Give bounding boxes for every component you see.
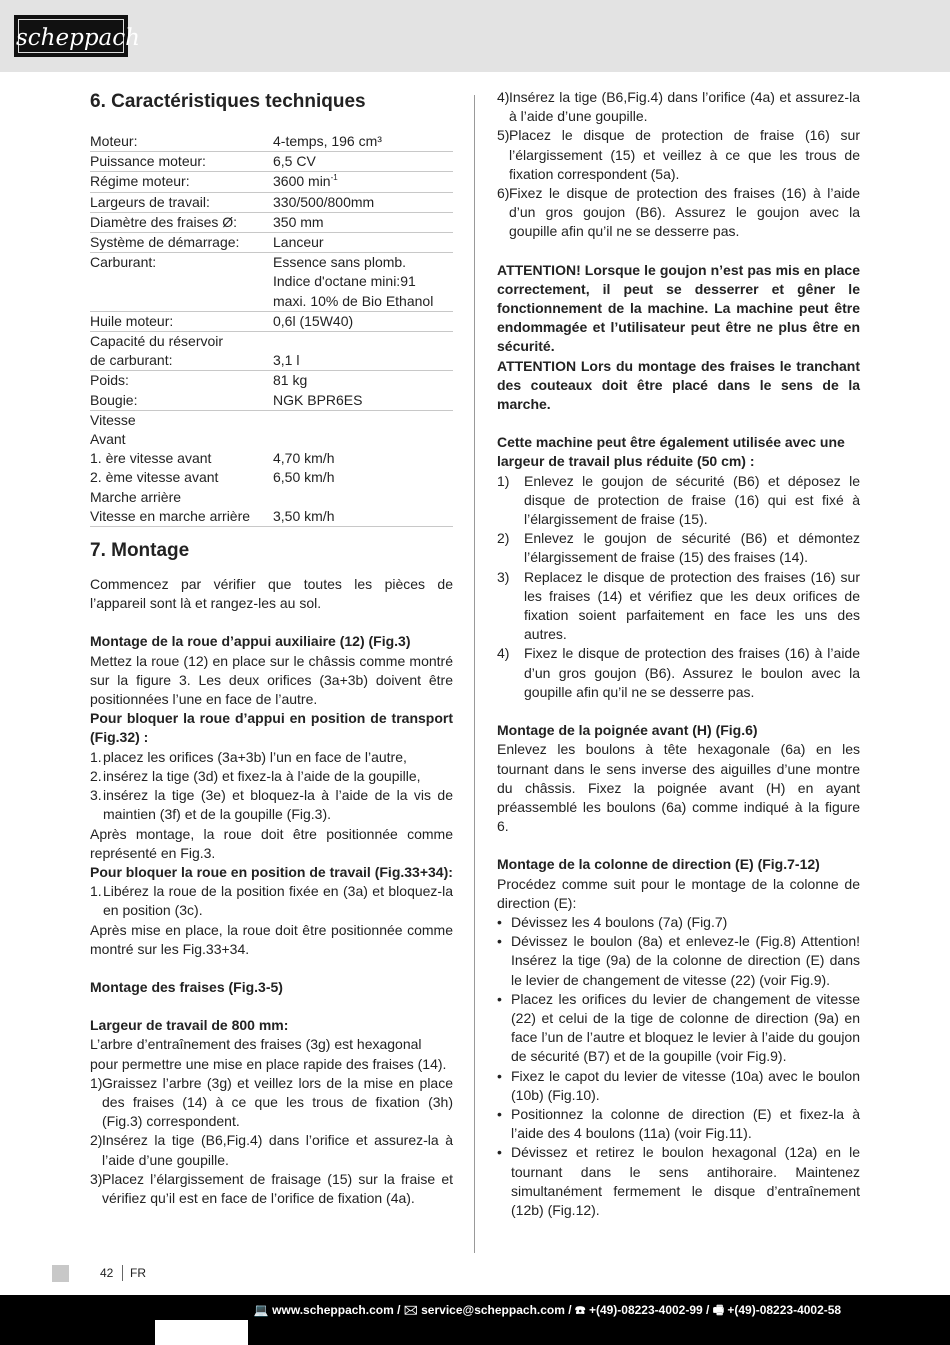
after-montage-text: Après montage, la roue doit être positionnée comme représenté en Fig.3. xyxy=(90,825,453,861)
list-text: Fixez le disque de protection des fraises (16) à l’aide d’un gros goujon (B6). Assurez le boulon avec la goupille afin qu’il ne se desserre pas. xyxy=(524,645,860,700)
spec-row xyxy=(90,391,453,411)
list-number: 3. xyxy=(90,787,102,804)
column-divider xyxy=(474,95,475,1253)
fraises-list xyxy=(90,1074,453,1208)
list-number: 3) xyxy=(497,568,510,585)
list-text: Insérez la tige (B6,Fig.4) dans l’orifice et assurez-la à l’aide d’une goupille. xyxy=(102,1132,453,1168)
after-mise-text: Après mise en place, la roue doit être positionnée comme montré sur les Fig.33+34. xyxy=(90,921,453,957)
poignee-title: Montage de la poignée avant (H) (Fig.6) xyxy=(497,722,758,739)
spec-value-line xyxy=(273,391,453,410)
spec-value xyxy=(273,411,453,430)
list-item xyxy=(497,932,860,990)
spec-value-line xyxy=(273,449,453,468)
list-item xyxy=(90,882,453,920)
list-number: 4) xyxy=(497,89,510,105)
colonne-title: Montage de la colonne de direction (E) (Fig.7-12) xyxy=(497,856,820,873)
spec-value xyxy=(273,172,453,191)
list-item xyxy=(90,786,453,824)
spec-row xyxy=(90,468,453,487)
list-item xyxy=(497,1067,860,1105)
spec-row xyxy=(90,411,453,430)
list-item xyxy=(497,529,860,567)
spec-row xyxy=(90,351,453,371)
list-item xyxy=(90,1074,453,1132)
list-text: Enlevez le goujon de sécurité (B6) et déposez le disque de protection de fraise (16) qui est fixé à l’élargissement de fraise (15). xyxy=(524,472,860,528)
largeur800-title: Largeur de travail de 800 mm: xyxy=(90,1017,289,1034)
list-text: Dévissez et retirez le boulon hexagonal (12a) en le tournant dans le sens antihoraire. Maintenez simultanément fermement le disque d’entraînement (12b) (Fig.12). xyxy=(511,1144,860,1218)
list-number: 1) xyxy=(90,1074,103,1091)
list-number: 4) xyxy=(497,645,510,662)
spec-value-text: 3,1 l xyxy=(273,352,300,369)
list-text: Enlevez le goujon de sécurité (B6) et démontez l’élargissement de fraise (15) des fraises (14). xyxy=(524,530,860,566)
list-item xyxy=(497,472,860,530)
spec-value-text: 330/500/800mm xyxy=(273,193,375,210)
spec-label: Vitesse en marche arrière xyxy=(90,507,251,524)
attention-warning-2: ATTENTION Lors du montage des fraises le tranchant des couteaux doit être placé dans le sens de la marche. xyxy=(497,357,860,413)
section-title-specs: 6. Caractéristiques techniques xyxy=(90,91,366,112)
spec-value xyxy=(273,468,453,487)
list-item xyxy=(497,913,860,932)
colonne-text: Procédez comme suit pour le montage de la colonne de direction (E): xyxy=(497,875,860,911)
spec-value xyxy=(273,132,453,151)
bullet-icon: • xyxy=(497,913,502,930)
reduite-title: Cette machine peut être également utilisée avec une largeur de travail plus réduite (50 cm) : xyxy=(497,434,845,470)
list-item xyxy=(497,1105,860,1143)
spec-value-superscript: -1 xyxy=(330,173,338,183)
spec-value xyxy=(273,488,453,507)
list-text: placez les orifices (3a+3b) l’un en face de l’autre, xyxy=(103,748,407,765)
attention-warning-1: ATTENTION! Lorsque le goujon n’est pas mis en place correctement, il peut se desserrer et gêner le fonctionnement de la machine. La machine peut être endommagée et l’utilisateur peut être ne plus être en sécurité. xyxy=(497,261,860,355)
spec-value-line xyxy=(273,152,453,171)
specs-table xyxy=(90,132,453,527)
spec-row xyxy=(90,132,453,152)
list-number: 6) xyxy=(497,185,510,202)
spec-label: Régime moteur: xyxy=(90,173,190,190)
spec-value-line xyxy=(273,172,453,191)
bullet-icon: • xyxy=(497,933,502,950)
footer-white-block xyxy=(155,1320,248,1345)
spec-label: Carburant: xyxy=(90,254,157,271)
spec-value-line xyxy=(273,193,453,212)
list-text: Libérez la roue de la position fixée en (3a) et bloquez-la en position (3c). xyxy=(103,883,453,919)
spec-label: Vitesse xyxy=(90,411,136,428)
spec-value-text: Indice d'octane mini:91 xyxy=(273,273,416,290)
list-text: Replacez le disque de protection des fraises (16) sur les fraises (14) et vérifiez que les deux orifices de fixation soient parfaitement en face les uns des autres. xyxy=(524,568,860,643)
spec-row xyxy=(90,312,453,332)
list-item xyxy=(497,126,860,184)
spec-label: 1. ère vitesse avant xyxy=(90,450,212,467)
spec-value-text: NGK BPR6ES xyxy=(273,391,363,408)
reduite-list xyxy=(497,472,860,702)
spec-row xyxy=(90,172,453,192)
list-number: 2) xyxy=(497,530,510,547)
page-number: 42 xyxy=(100,1266,114,1280)
spec-label: 2. ème vitesse avant xyxy=(90,469,219,486)
spec-label: Bougie: xyxy=(90,391,138,408)
spec-value xyxy=(273,430,453,449)
spec-value-line xyxy=(273,371,453,390)
spec-label: de carburant: xyxy=(90,352,173,369)
list-text: insérez la tige (3d) et fixez-la à l’aide de la goupille, xyxy=(103,767,421,784)
list-text: Positionnez la colonne de direction (E) et fixez-la à l’aide des 4 boulons (11a) (voir Fig.11). xyxy=(511,1105,860,1142)
list-item xyxy=(90,1170,453,1208)
spec-value xyxy=(273,449,453,468)
contact-info: 💻 www.scheppach.com / 🖂 service@scheppach.com / ☎ +(49)-08223-4002-99 / 🖷 +(49)-08223-4002-58 xyxy=(253,1303,842,1317)
spec-value xyxy=(273,253,453,311)
list-item xyxy=(90,1131,453,1169)
scheppach-logo: scheppach xyxy=(14,15,128,57)
travail-title: Pour bloquer la roue en position de travail (Fig.33+34): xyxy=(90,863,453,880)
language-code: FR xyxy=(130,1266,146,1280)
roue-text: Mettez la roue (12) en place sur le châssis comme montré sur la figure 3. Les deux orifices (3a+3b) doivent être positionnées l’une en face de l’autre. xyxy=(90,652,453,708)
right-column xyxy=(497,88,860,1220)
spec-value-line xyxy=(273,213,453,232)
spec-value-line xyxy=(273,468,453,487)
list-text: insérez la tige (3e) et bloquez-la à l’aide de la vis de maintien (3f) et de la goupille (Fig.3). xyxy=(103,787,453,823)
spec-value-text: 6,5 CV xyxy=(273,153,316,170)
spec-value xyxy=(273,351,453,370)
spec-row xyxy=(90,332,453,351)
spec-value xyxy=(273,312,453,331)
spec-row xyxy=(90,488,453,507)
list-item xyxy=(497,88,860,126)
spec-row xyxy=(90,213,453,233)
spec-label: Système de démarrage: xyxy=(90,234,240,251)
spec-value xyxy=(273,507,453,526)
list-text: Placez les orifices du levier de changement de vitesse (22) et celui de la tige de colonne de direction (9a) en face l’un de l’autre et bloquez le levier à l’aide du goujon de sécurité (B7) et de la goupille (voir Fig.9). xyxy=(511,990,860,1065)
spec-value-text: 81 kg xyxy=(273,372,308,389)
spec-label: Avant xyxy=(90,431,126,448)
list-item xyxy=(497,1143,860,1220)
spec-row xyxy=(90,233,453,253)
bullet-icon: • xyxy=(497,990,502,1007)
spec-value xyxy=(273,152,453,171)
spec-value-text: 6,50 km/h xyxy=(273,469,335,486)
list-item xyxy=(497,184,860,242)
list-text: Fixez le capot du levier de vitesse (10a) avec le boulon (10b) (Fig.10). xyxy=(511,1067,860,1103)
bullet-icon: • xyxy=(497,1067,502,1084)
list-item xyxy=(497,644,860,702)
list-text: Graissez l’arbre (3g) et veillez lors de la mise en place des fraises (14) à ce que les trous de fixation (3h) (Fig.3) correspondent. xyxy=(102,1074,453,1130)
spec-label: Largeurs de travail: xyxy=(90,193,210,210)
spec-value xyxy=(273,233,453,252)
transport-list xyxy=(90,748,453,825)
list-text: Fixez le disque de protection des fraises (16) à l’aide d’un gros goujon (B6). Assurez le goujon avec la goupille afin qu’il ne se desserre pas. xyxy=(509,185,860,240)
header-bar xyxy=(0,0,950,72)
roue-title: Montage de la roue d’appui auxiliaire (12) (Fig.3) xyxy=(90,633,411,650)
spec-row xyxy=(90,507,453,527)
spec-value-text: 350 mm xyxy=(273,213,324,230)
spec-value-line xyxy=(273,132,453,151)
bullet-icon: • xyxy=(497,1105,502,1122)
spec-row xyxy=(90,152,453,172)
list-number: 2. xyxy=(90,767,102,784)
largeur800-text: L’arbre d’entraînement des fraises (3g) est hexagonal pour permettre une mise en place rapide des fraises (14). xyxy=(90,1036,447,1072)
spec-row xyxy=(90,253,453,312)
spec-row xyxy=(90,193,453,213)
list-text: Insérez la tige (B6,Fig.4) dans l’orifice (4a) et assurez-la à l’aide d’une goupille. xyxy=(509,89,860,125)
spec-value-text: 4-temps, 196 cm³ xyxy=(273,133,382,149)
bullet-icon: • xyxy=(497,1144,502,1161)
spec-label: Capacité du réservoir xyxy=(90,333,224,350)
section-title-montage: 7. Montage xyxy=(90,540,190,562)
spec-value-line xyxy=(273,253,453,272)
spec-value-line xyxy=(273,272,453,291)
page-separator xyxy=(122,1265,123,1281)
spec-value-text: 0,6l (15W40) xyxy=(273,312,354,329)
spec-value xyxy=(273,213,453,232)
list-text: Placez le disque de protection de fraise (16) sur l’élargissement (15) et veillez à ce que les trous de fixation correspondent (5a). xyxy=(509,127,860,182)
page-marker-square xyxy=(52,1265,69,1282)
spec-value-line xyxy=(273,292,453,311)
poignee-text: Enlevez les boulons à tête hexagonale (6a) en les tournant dans le sens inverse des aiguilles d’une montre du châssis. Fixez la poignée avant (H) en ayant préassemblé les boulons (6a) comme indiqué à la figure 6. xyxy=(497,741,860,835)
spec-value xyxy=(273,332,453,351)
list-number: 5) xyxy=(497,127,510,144)
spec-value-text: maxi. 10% de Bio Ethanol xyxy=(273,292,434,309)
list-text: Placez l’élargissement de fraisage (15) sur la fraise et vérifiez qu’il est en face de l’orifice de fixation (4a). xyxy=(102,1170,453,1206)
montage-intro: Commencez par vérifier que toutes les pièces de l’appareil sont là et rangez-les au sol. xyxy=(90,576,453,612)
transport-title: Pour bloquer la roue d’appui en position de transport (Fig.32) : xyxy=(90,710,453,746)
spec-label: Huile moteur: xyxy=(90,312,174,329)
list-item xyxy=(497,568,860,645)
spec-label: Moteur: xyxy=(90,133,138,149)
spec-row xyxy=(90,449,453,468)
list-number: 2) xyxy=(90,1132,103,1149)
fraises-title: Montage des fraises (Fig.3-5) xyxy=(90,978,283,995)
list-number: 1. xyxy=(90,883,102,900)
list-number: 1. xyxy=(90,748,102,765)
list-item xyxy=(497,990,860,1067)
list-text: Dévissez les 4 boulons (7a) (Fig.7) xyxy=(511,913,728,930)
travail-list xyxy=(90,882,453,920)
spec-row xyxy=(90,430,453,449)
spec-value-text: 3,50 km/h xyxy=(273,507,335,524)
spec-label: Marche arrière xyxy=(90,488,182,505)
spec-row xyxy=(90,371,453,390)
spec-value xyxy=(273,391,453,410)
spec-value-text: 4,70 km/h xyxy=(273,450,335,467)
spec-label: Poids: xyxy=(90,372,129,389)
list-item xyxy=(90,767,453,786)
colonne-list xyxy=(497,913,860,1220)
spec-value-line xyxy=(273,507,453,526)
spec-value-line xyxy=(273,312,453,331)
spec-value-text: Essence sans plomb. xyxy=(273,254,407,271)
spec-value-line xyxy=(273,351,453,370)
left-column xyxy=(90,88,453,1208)
list-number: 1) xyxy=(497,472,510,489)
spec-value xyxy=(273,371,453,390)
spec-value xyxy=(273,193,453,212)
spec-value-line xyxy=(273,233,453,252)
list-item xyxy=(90,748,453,767)
spec-label: Puissance moteur: xyxy=(90,153,206,170)
spec-label: Diamètre des fraises Ø: xyxy=(90,213,238,230)
list-text: Dévissez le boulon (8a) et enlevez-le (Fig.8) Attention! Insérez la tige (9a) de la colonne de direction (E) dans le levier de changement de vitesse (22) (voir Fig.9). xyxy=(511,933,860,988)
list-number: 3) xyxy=(90,1170,103,1187)
fraises-list-continued xyxy=(497,88,860,242)
spec-value-text: Lanceur xyxy=(273,234,324,251)
spec-value-text: 3600 min xyxy=(273,173,331,190)
